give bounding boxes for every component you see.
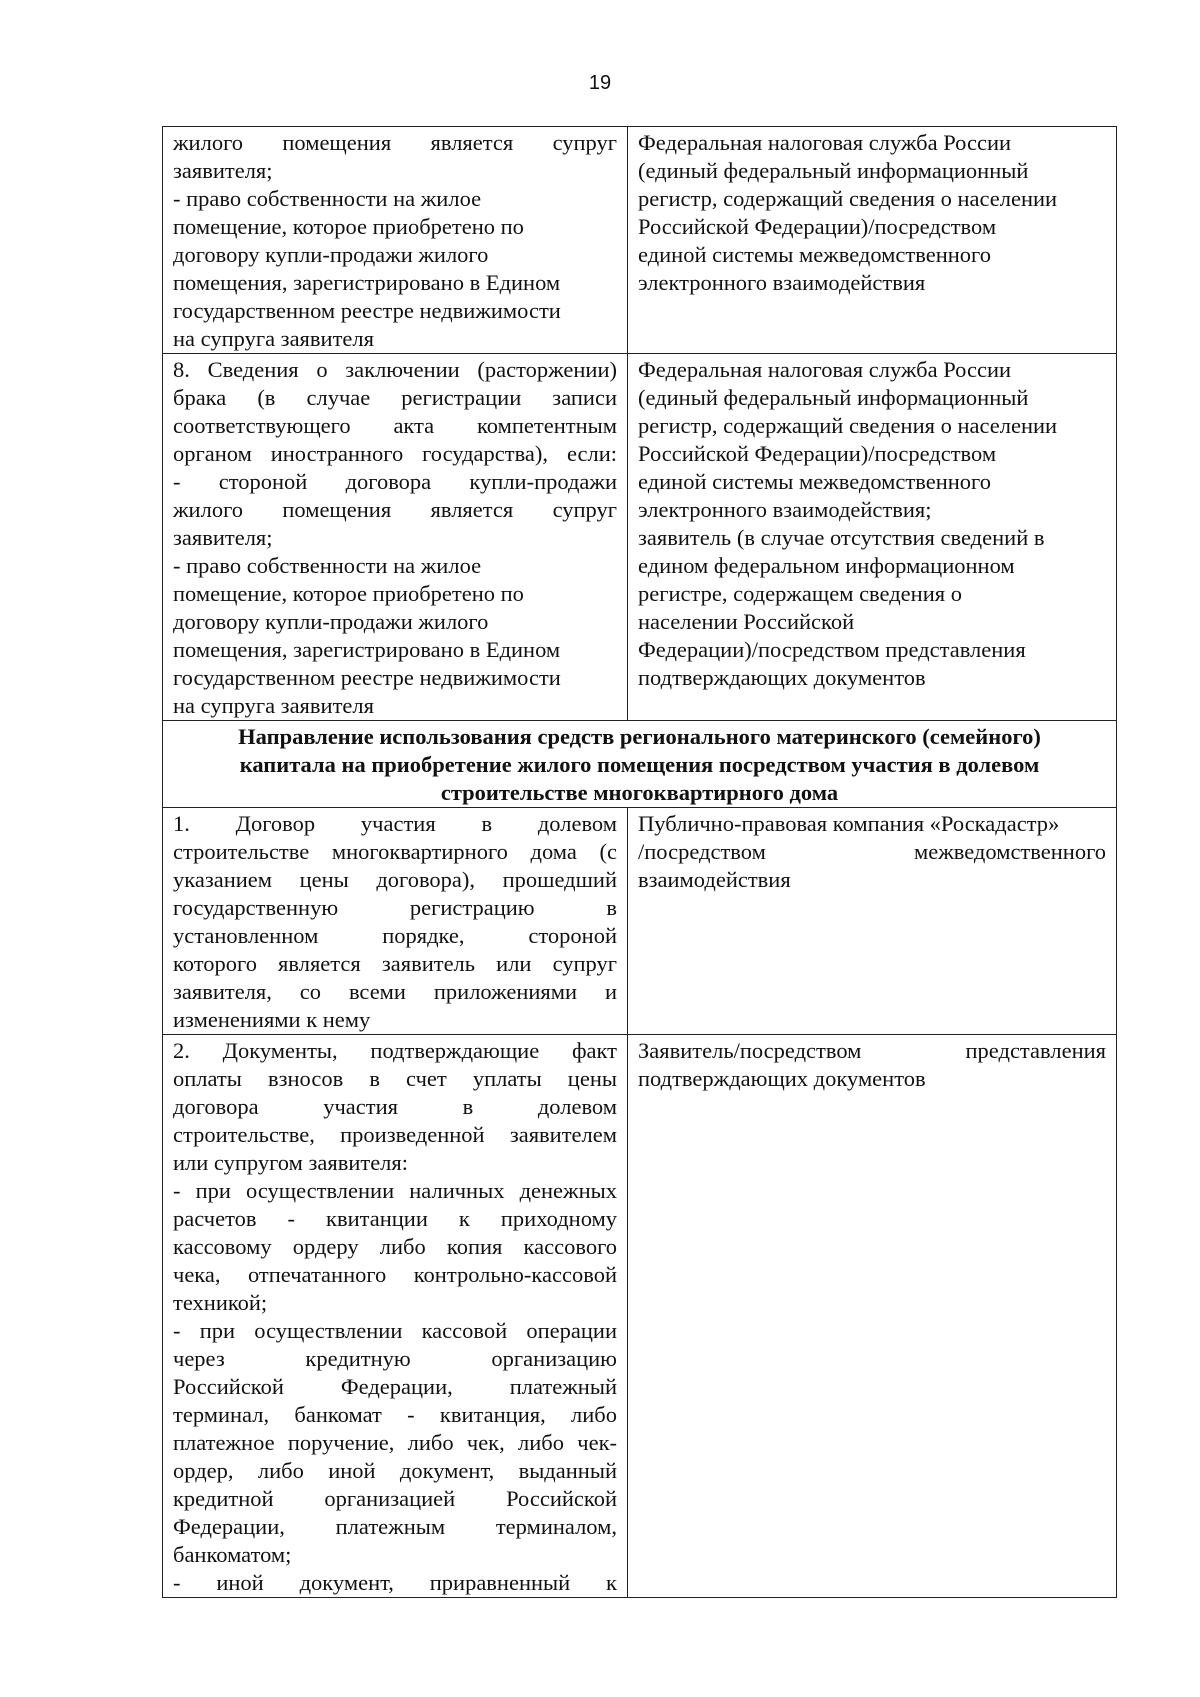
cell-text-line: электронного взаимодействия; [638, 497, 932, 522]
cell-text-line: на супруга заявителя [173, 693, 374, 718]
table-row [163, 354, 1117, 721]
cell-text-line: Публично-правовая компания «Роскадастр» [638, 811, 1060, 836]
cell-text-line: кассовому ордеру либо копия кассового [173, 1234, 617, 1259]
cell-text-line: Федеральная налоговая служба России [638, 130, 1012, 155]
cell-text-line: - право собственности на жилое [173, 553, 482, 578]
table-row [163, 1035, 1117, 1598]
cell-text-line: договору купли-продажи жилого [173, 609, 489, 634]
cell-text-line: подтверждающих документов [638, 1066, 926, 1091]
cell-text-line: через кредитную организацию [173, 1346, 617, 1371]
cell-source [628, 808, 1117, 1035]
cell-text-line: жилого помещения является супруг [173, 130, 617, 155]
cell-text-line: заявитель (в случае отсутствия сведений в [638, 525, 1045, 550]
cell-text-line: помещение, которое приобретено по [173, 581, 524, 606]
cell-text-line: регистр, содержащий сведения о населении [638, 413, 1058, 438]
cell-text-line: оплаты взносов в счет уплаты цены [173, 1066, 617, 1091]
cell-text-line: единой системы межведомственного [638, 242, 991, 267]
cell-text-line: едином федеральном информационном [638, 553, 1015, 578]
section-heading [163, 721, 1117, 808]
cell-text-line: /посредством межведомственного [638, 839, 1106, 864]
cell-document-name [163, 1035, 628, 1598]
documents-table [162, 126, 1117, 1598]
cell-text-line: соответствующего акта компетентным [173, 413, 617, 438]
cell-text-line: 2. Документы, подтверждающие факт [173, 1038, 617, 1063]
cell-document-name [163, 127, 628, 354]
cell-text-line: Российской Федерации)/посредством [638, 214, 997, 239]
cell-text-line: - при осуществлении наличных денежных [173, 1178, 617, 1203]
cell-text-line: кредитной организацией Российской [173, 1486, 617, 1511]
section-heading-row [163, 721, 1117, 808]
cell-text-line: регистр, содержащий сведения о населении [638, 186, 1058, 211]
cell-text-line: Заявитель/посредством представления [638, 1038, 1106, 1063]
cell-text-line: строительстве, произведенной заявителем [173, 1122, 617, 1147]
cell-text-line: (единый федеральный информационный [638, 385, 1029, 410]
cell-text-line: государственную регистрацию в [173, 895, 617, 920]
cell-text-line: подтверждающих документов [638, 665, 926, 690]
table-row [163, 808, 1117, 1035]
cell-document-name [163, 808, 628, 1035]
cell-text-line: заявителя, со всеми приложениями и [173, 979, 617, 1004]
cell-text-line: банкоматом; [173, 1542, 292, 1567]
cell-text-line: техникой; [173, 1290, 268, 1315]
section-heading-line: капитала на приобретение жилого помещения посредством участия в долевом [239, 752, 1040, 777]
cell-text-line: чека, отпечатанного контрольно-кассовой [173, 1262, 617, 1287]
cell-text-line: - право собственности на жилое [173, 186, 482, 211]
cell-text-line: договора участия в долевом [173, 1094, 617, 1119]
table-row [163, 127, 1117, 354]
cell-text-line: - при осуществлении кассовой операции [173, 1318, 617, 1343]
cell-text-line: строительстве многоквартирного дома (с [173, 839, 617, 864]
cell-text-line: Федеральная налоговая служба России [638, 357, 1012, 382]
cell-text-line: расчетов - квитанции к приходному [173, 1206, 617, 1231]
cell-text-line: населении Российской [638, 609, 855, 634]
cell-text-line: 1. Договор участия в долевом [173, 811, 617, 836]
section-heading-line: строительстве многоквартирного дома [440, 780, 839, 805]
cell-text-line: взаимодействия [638, 867, 791, 892]
cell-text-line: ордер, либо иной документ, выданный [173, 1458, 617, 1483]
cell-text-line: договору купли-продажи жилого [173, 242, 489, 267]
section-heading-line: Направление использования средств регионального материнского (семейного) [238, 724, 1041, 749]
cell-text-line: (единый федеральный информационный [638, 158, 1029, 183]
cell-text-line: жилого помещения является супруг [173, 497, 617, 522]
cell-text-line: 8. Сведения о заключении (расторжении) [173, 357, 617, 382]
cell-text-line: Российской Федерации)/посредством [638, 441, 997, 466]
cell-text-line: терминал, банкомат - квитанция, либо [173, 1402, 617, 1427]
cell-text-line: заявителя; [173, 158, 273, 183]
cell-text-line: которого является заявитель или супруг [173, 951, 617, 976]
cell-text-line: платежное поручение, либо чек, либо чек- [173, 1430, 617, 1455]
cell-text-line: помещение, которое приобретено по [173, 214, 524, 239]
cell-text-line: или супругом заявителя: [173, 1150, 409, 1175]
cell-text-line: брака (в случае регистрации записи [173, 385, 617, 410]
cell-text-line: регистре, содержащем сведения о [638, 581, 962, 606]
cell-source [628, 354, 1117, 721]
cell-text-line: Федерации)/посредством представления [638, 637, 1026, 662]
cell-text-line: помещения, зарегистрировано в Едином [173, 637, 561, 662]
cell-text-line: электронного взаимодействия [638, 270, 926, 295]
cell-text-line: Федерации, платежным терминалом, [173, 1514, 617, 1539]
cell-text-line: государственном реестре недвижимости [173, 298, 561, 323]
cell-text-line: - стороной договора купли-продажи [173, 469, 617, 494]
cell-text-line: на супруга заявителя [173, 326, 374, 351]
cell-text-line: изменениями к нему [173, 1007, 371, 1032]
cell-source [628, 1035, 1117, 1598]
cell-text-line: органом иностранного государства), если: [173, 441, 617, 466]
cell-text-line: Российской Федерации, платежный [173, 1374, 617, 1399]
cell-text-line: указанием цены договора), прошедший [173, 867, 617, 892]
cell-text-line: единой системы межведомственного [638, 469, 991, 494]
cell-document-name [163, 354, 628, 721]
cell-text-line: заявителя; [173, 525, 273, 550]
cell-text-line: помещения, зарегистрировано в Едином [173, 270, 561, 295]
cell-source [628, 127, 1117, 354]
cell-text-line: установленном порядке, стороной [173, 923, 617, 948]
cell-text-line: - иной документ, приравненный к [173, 1570, 617, 1595]
page-number: 19 [588, 72, 612, 94]
cell-text-line: государственном реестре недвижимости [173, 665, 561, 690]
